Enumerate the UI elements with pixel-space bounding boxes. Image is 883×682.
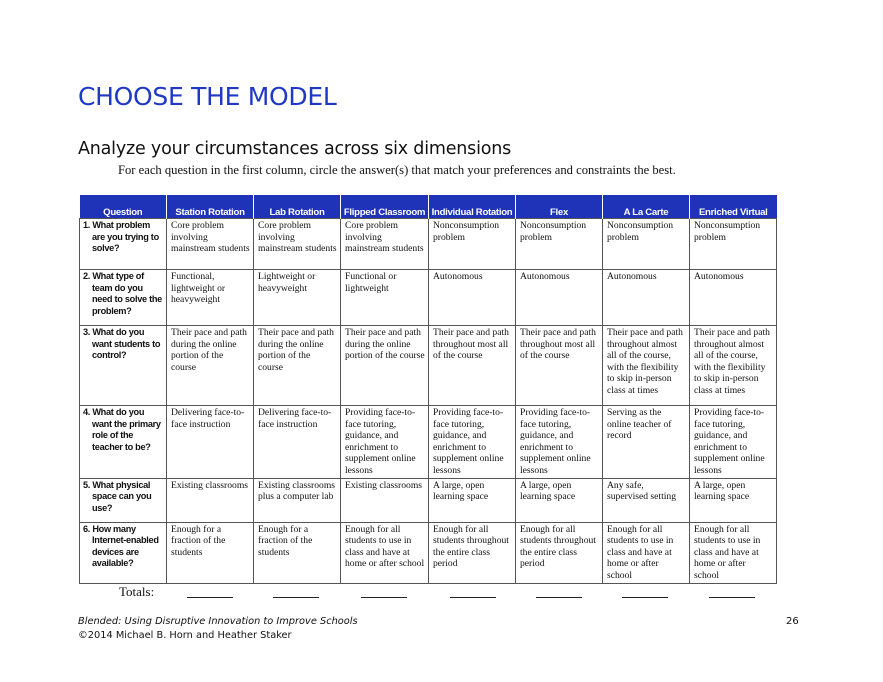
answer-cell[interactable]: Enough for all students throughout the entire class period <box>429 522 516 583</box>
page-number: 26 <box>786 616 799 627</box>
answer-cell[interactable]: Delivering face-to-face instruction <box>167 406 254 479</box>
total-blank-station-rotation[interactable] <box>187 597 233 598</box>
answer-cell[interactable]: Existing classrooms <box>167 478 254 522</box>
answer-cell[interactable]: Providing face-to-face tutoring, guidance, and enrichment to supplement online lessons <box>341 406 429 479</box>
answer-cell[interactable]: Existing classrooms plus a computer lab <box>254 478 341 522</box>
question-cell <box>80 478 167 522</box>
answer-cell[interactable]: Nonconsumption problem <box>429 219 516 270</box>
answer-cell[interactable]: Delivering face-to-face instruction <box>254 406 341 479</box>
answer-cell[interactable]: Nonconsumption problem <box>516 219 603 270</box>
model-comparison-table <box>79 195 777 584</box>
answer-cell[interactable]: Their pace and path during the online portion of the course <box>167 326 254 406</box>
answer-cell[interactable]: Providing face-to-face tutoring, guidance, and enrichment to supplement online lessons <box>516 406 603 479</box>
answer-cell[interactable]: Their pace and path during the online portion of the course <box>341 326 429 406</box>
answer-cell[interactable]: Autonomous <box>690 270 777 326</box>
answer-cell[interactable]: Enough for all students throughout the entire class period <box>516 522 603 583</box>
question-cell <box>80 406 167 479</box>
table-row <box>80 219 777 270</box>
table-row <box>80 270 777 326</box>
answer-cell[interactable]: Serving as the online teacher of record <box>603 406 690 479</box>
answer-cell[interactable]: A large, open learning space <box>429 478 516 522</box>
table-row <box>80 326 777 406</box>
answer-cell[interactable]: Their pace and path throughout most all of the course <box>429 326 516 406</box>
answer-cell[interactable]: Core problem involving mainstream students <box>167 219 254 270</box>
question-text: 3. What do you want students to control? <box>83 327 161 361</box>
footer-book-title: Blended: Using Disruptive Innovation to Improve Schools <box>78 616 358 627</box>
answer-cell[interactable]: Their pace and path throughout most all of the course <box>516 326 603 406</box>
total-blank-flex[interactable] <box>536 597 582 598</box>
question-text: 2. What type of team do you need to solve the problem? <box>83 271 162 316</box>
answer-cell[interactable]: Autonomous <box>603 270 690 326</box>
table-row <box>80 406 777 479</box>
totals-label: Totals: <box>119 584 155 599</box>
page-title: CHOOSE THE MODEL <box>78 82 337 111</box>
total-blank-a-la-carte[interactable] <box>622 597 668 598</box>
question-text: 1. What problem are you trying to solve? <box>83 220 159 254</box>
total-blank-lab-rotation[interactable] <box>273 597 319 598</box>
answer-cell[interactable]: Providing face-to-face tutoring, guidance, and enrichment to supplement online lessons <box>690 406 777 479</box>
footer-copyright: ©2014 Michael B. Horn and Heather Staker <box>78 630 292 641</box>
answer-cell[interactable]: Core problem involving mainstream students <box>341 219 429 270</box>
answer-cell[interactable]: Autonomous <box>516 270 603 326</box>
header-individual-rotation: Individual Rotation <box>429 195 516 219</box>
header-enriched-virtual: Enriched Virtual <box>690 195 777 219</box>
answer-cell[interactable]: Enough for a fraction of the students <box>254 522 341 583</box>
answer-cell[interactable]: Enough for all students to use in class and have at home or after school <box>603 522 690 583</box>
table-row <box>80 478 777 522</box>
answer-cell[interactable]: Providing face-to-face tutoring, guidance, and enrichment to supplement online lessons <box>429 406 516 479</box>
answer-cell[interactable]: Enough for all students to use in class and have at home or after school <box>341 522 429 583</box>
answer-cell[interactable]: Lightweight or heavyweight <box>254 270 341 326</box>
total-blank-individual-rotation[interactable] <box>450 597 496 598</box>
question-cell <box>80 522 167 583</box>
answer-cell[interactable]: Functional, lightweight or heavyweight <box>167 270 254 326</box>
answer-cell[interactable]: Enough for a fraction of the students <box>167 522 254 583</box>
answer-cell[interactable]: Their pace and path during the online portion of the course <box>254 326 341 406</box>
header-station-rotation: Station Rotation <box>167 195 254 219</box>
total-blank-enriched-virtual[interactable] <box>709 597 755 598</box>
total-blank-flipped-classroom[interactable] <box>361 597 407 598</box>
header-question: Question <box>80 195 167 219</box>
header-flipped-classroom: Flipped Classroom <box>341 195 429 219</box>
question-cell <box>80 219 167 270</box>
answer-cell[interactable]: Enough for all students to use in class and have at home or after school <box>690 522 777 583</box>
answer-cell[interactable]: Nonconsumption problem <box>690 219 777 270</box>
answer-cell[interactable]: A large, open learning space <box>516 478 603 522</box>
header-a-la-carte: A La Carte <box>603 195 690 219</box>
answer-cell[interactable]: Existing classrooms <box>341 478 429 522</box>
question-text: 6. How many Internet-enabled devices are available? <box>83 523 159 569</box>
answer-cell[interactable]: Functional or lightweight <box>341 270 429 326</box>
header-flex: Flex <box>516 195 603 219</box>
answer-cell[interactable]: A large, open learning space <box>690 478 777 522</box>
answer-cell[interactable]: Their pace and path throughout almost all of the course, with the flexibility to skip in-person class at times <box>603 326 690 406</box>
answer-cell[interactable]: Core problem involving mainstream students <box>254 219 341 270</box>
answer-cell[interactable]: Autonomous <box>429 270 516 326</box>
table-row <box>80 522 777 583</box>
page-subtitle: Analyze your circumstances across six dimensions <box>78 139 512 159</box>
question-text: 4. What do you want the primary role of the teacher to be? <box>83 407 161 452</box>
question-text: 5. What physical space can you use? <box>83 479 152 513</box>
table-header-row <box>80 195 777 219</box>
header-lab-rotation: Lab Rotation <box>254 195 341 219</box>
question-cell <box>80 270 167 326</box>
question-cell <box>80 326 167 406</box>
answer-cell[interactable]: Nonconsumption problem <box>603 219 690 270</box>
answer-cell[interactable]: Any safe, supervised setting <box>603 478 690 522</box>
answer-cell[interactable]: Their pace and path throughout almost all of the course, with the flexibility to skip in-person class at times <box>690 326 777 406</box>
instructions-text: For each question in the first column, circle the answer(s) that match your preferences and constraints the best. <box>118 163 676 177</box>
